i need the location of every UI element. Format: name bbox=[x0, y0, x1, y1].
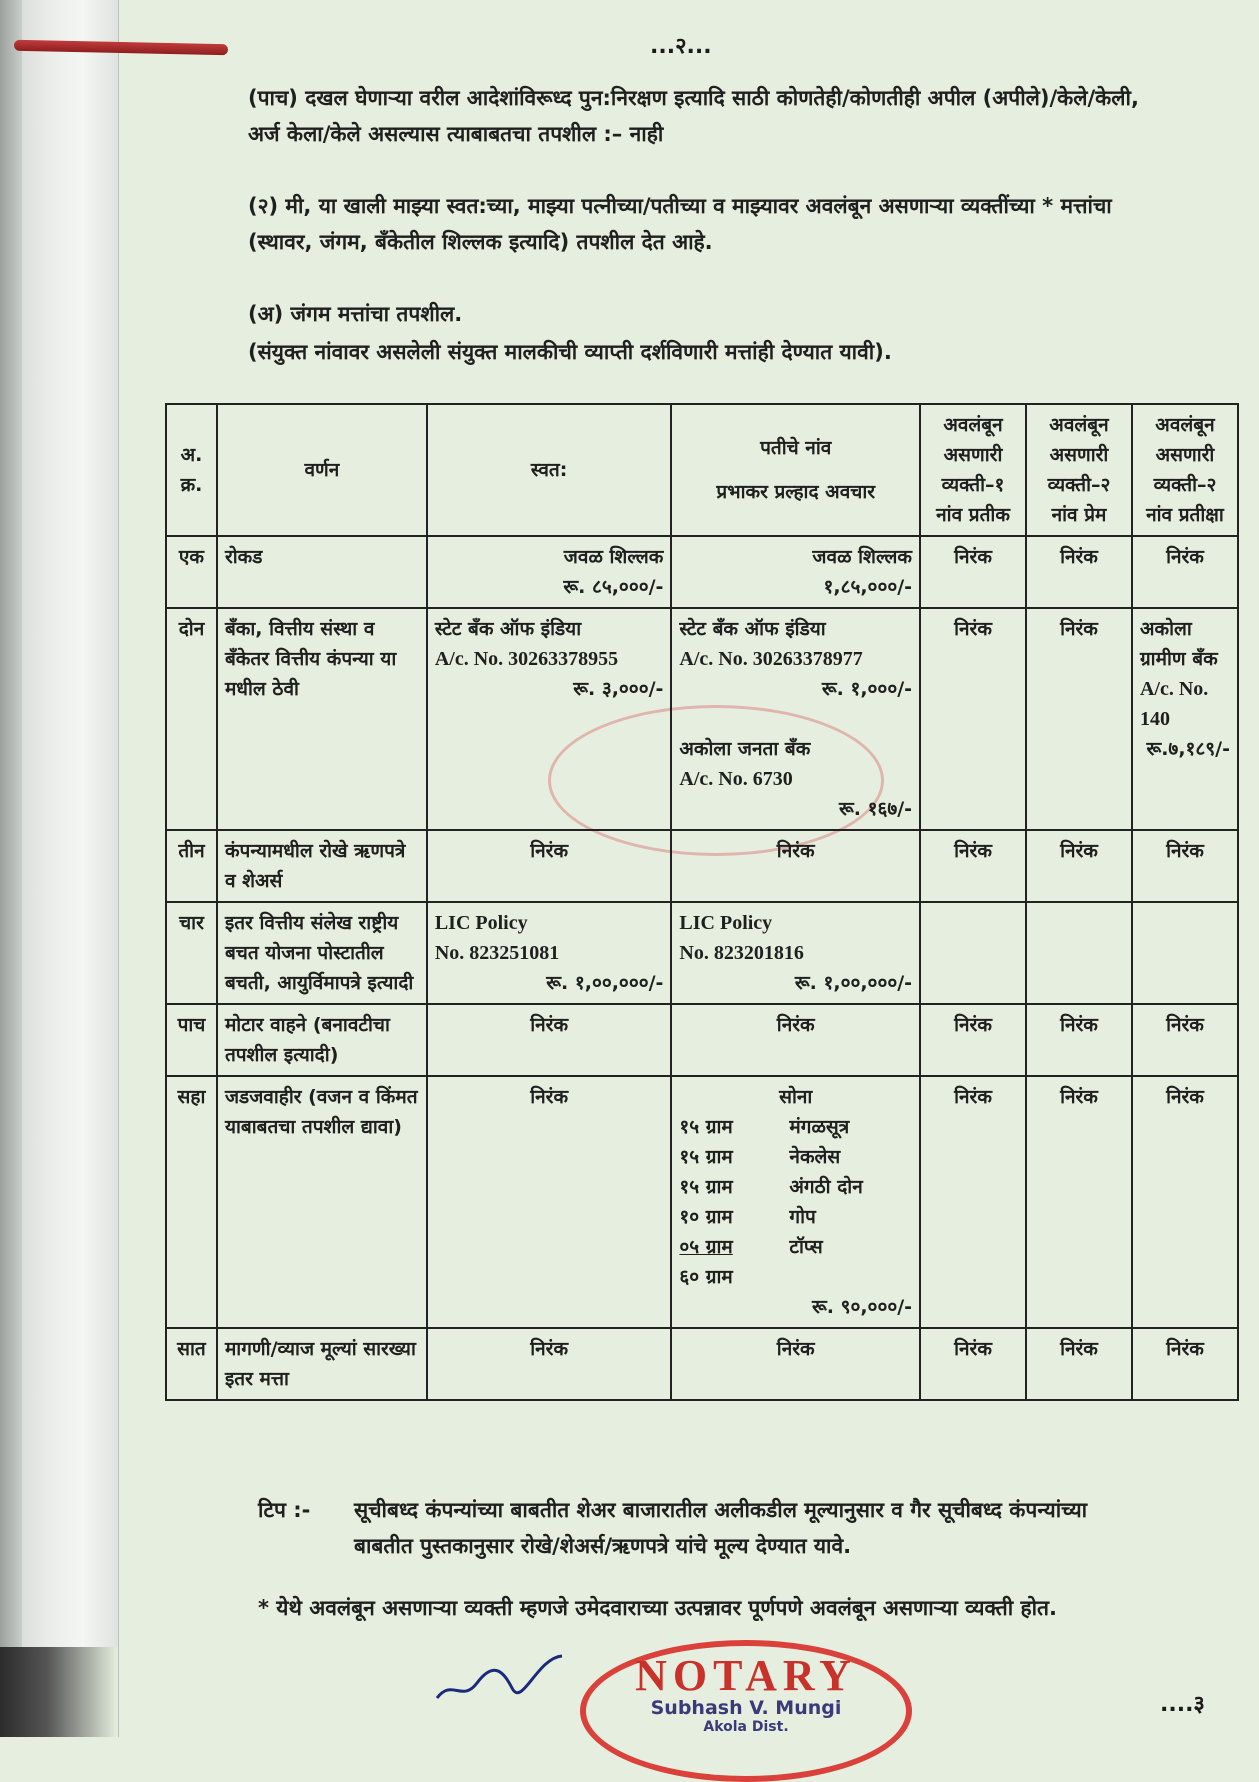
row-dependent-2: निरंक bbox=[1026, 1076, 1132, 1328]
row-description: जडजवाहीर (वजन व किंमत याबाबतचा तपशील द्यावा) bbox=[217, 1076, 427, 1328]
tip-note bbox=[258, 1492, 1148, 1564]
header-self: स्वत: bbox=[427, 404, 672, 536]
gold-item-qty: १५ ग्राम bbox=[679, 1176, 733, 1198]
movable-assets-table bbox=[165, 403, 1239, 1401]
spouse-policy-amount: रू. १,००,०००/- bbox=[794, 972, 913, 994]
row-dependent-2: निरंक bbox=[1026, 536, 1132, 608]
gold-item-name: टॉप्स bbox=[789, 1236, 823, 1258]
tip-text: सूचीबध्द कंपन्यांच्या बाबतीत शेअर बाजारातील अलीकडील मूल्यानुसार व गैर सूचीबध्द कंपन्यांच्या बाबतीत पुस्तकानुसार रोखे/शेअर्स/ऋणपत्रे यांचे मूल्य देण्यात यावे. bbox=[354, 1498, 1088, 1558]
section-5-paragraph bbox=[248, 80, 1148, 152]
row-spouse-value: निरंक bbox=[671, 830, 920, 902]
notary-stamp bbox=[580, 1640, 912, 1782]
table-row bbox=[166, 608, 1238, 830]
row-dependent-2: निरंक bbox=[1026, 1328, 1132, 1400]
page-number-top: ...२... bbox=[650, 34, 712, 59]
spouse-bank-2-account: A/c. No. 6730 bbox=[679, 768, 793, 790]
signature-mark bbox=[432, 1648, 572, 1708]
self-bank-account: A/c. No. 30263378955 bbox=[434, 648, 619, 670]
table-row bbox=[166, 902, 1238, 1004]
row-dependent-3: निरंक bbox=[1132, 536, 1238, 608]
row-dependent-1: निरंक bbox=[920, 1004, 1026, 1076]
gold-item bbox=[679, 1172, 912, 1202]
row-serial: दोन bbox=[166, 608, 217, 830]
spouse-cash-label: जवळ शिल्लक bbox=[812, 546, 913, 568]
spouse-cash-amount: १,८५,०००/- bbox=[823, 576, 913, 598]
row-serial: चार bbox=[166, 902, 217, 1004]
row-dependent-3 bbox=[1132, 902, 1238, 1004]
section-a-heading: (अ) जंगम मत्तांचा तपशील. bbox=[248, 302, 463, 326]
row-self-value: निरंक bbox=[427, 1076, 672, 1328]
row-dependent-2 bbox=[1026, 902, 1132, 1004]
row-serial: तीन bbox=[166, 830, 217, 902]
binding-strip bbox=[0, 0, 119, 1737]
gold-item bbox=[679, 1202, 912, 1232]
row-self-value bbox=[427, 608, 672, 830]
row-description: कंपन्यामधील रोखे ऋणपत्रे व शेअर्स bbox=[217, 830, 427, 902]
row-spouse-value bbox=[671, 1076, 920, 1328]
binding-shadow bbox=[0, 1647, 118, 1737]
table-row bbox=[166, 1004, 1238, 1076]
header-dependent-2: अवलंबून असणारी व्यक्ती–२ नांव प्रेम bbox=[1026, 404, 1132, 536]
header-dependent-3: अवलंबून असणारी व्यक्ती–२ नांव प्रतीक्षा bbox=[1132, 404, 1238, 536]
self-policy-number: No. 823251081 bbox=[434, 942, 560, 964]
row-dependent-3 bbox=[1132, 608, 1238, 830]
gold-item-qty: १५ ग्राम bbox=[679, 1116, 733, 1138]
spouse-bank-2-amount: रू. १६७/- bbox=[838, 798, 913, 820]
row-serial: एक bbox=[166, 536, 217, 608]
header-spouse-name: प्रभाकर प्रल्हाद अवचार bbox=[716, 481, 876, 503]
tip-label: टिप :- bbox=[258, 1498, 311, 1522]
row-description: बँका, वित्तीय संस्था व बँकेतर वित्तीय कंपन्या या मधील ठेवी bbox=[217, 608, 427, 830]
row-self-value: निरंक bbox=[427, 1004, 672, 1076]
gold-item-qty: ०५ ग्राम bbox=[679, 1236, 733, 1258]
gold-item-qty: १५ ग्राम bbox=[679, 1146, 733, 1168]
row-dependent-3: निरंक bbox=[1132, 1328, 1238, 1400]
notary-place: Akola Dist. bbox=[703, 1719, 789, 1735]
row-dependent-1: निरंक bbox=[920, 608, 1026, 830]
row-spouse-value: निरंक bbox=[671, 1328, 920, 1400]
footnote: * येथे अवलंबून असणाऱ्या व्यक्ती म्हणजे उमेदवाराच्या उत्पन्नावर पूर्णपणे अवलंबून असणाऱ्या व्यक्ती होत. bbox=[258, 1596, 1057, 1620]
spouse-policy-label: LIC Policy bbox=[679, 912, 773, 934]
gold-item bbox=[679, 1112, 912, 1142]
header-serial: अ. क्र. bbox=[166, 404, 217, 536]
self-policy-amount: रू. १,००,०००/- bbox=[546, 972, 664, 994]
row-spouse-value bbox=[671, 536, 920, 608]
row-self-value: निरंक bbox=[427, 830, 672, 902]
self-bank-name: स्टेट बँक ऑफ इंडिया bbox=[434, 618, 582, 640]
row-description: मोटार वाहने (बनावटीचा तपशील इत्यादी) bbox=[217, 1004, 427, 1076]
row-description: मागणी/व्याज मूल्यां सारख्या इतर मत्ता bbox=[217, 1328, 427, 1400]
row-dependent-2: निरंक bbox=[1026, 830, 1132, 902]
dependent-3-bank-name: अकोला ग्रामीण बँक bbox=[1139, 618, 1218, 670]
gold-item-name: अंगठी दोन bbox=[789, 1176, 863, 1198]
table-row bbox=[166, 1328, 1238, 1400]
row-dependent-1: निरंक bbox=[920, 1076, 1026, 1328]
table-row bbox=[166, 1076, 1238, 1328]
gold-title: सोना bbox=[779, 1086, 813, 1108]
spouse-bank-2-name: अकोला जनता बँक bbox=[679, 738, 811, 760]
row-dependent-1: निरंक bbox=[920, 830, 1026, 902]
header-description: वर्णन bbox=[217, 404, 427, 536]
section-2-paragraph: (२) मी, या खाली माझ्या स्वत:च्या, माझ्या पत्नीच्या/पतीच्या व माझ्यावर अवलंबून असणाऱ्या व्यक्तींच्या * मत्तांचा (स्थावर, जंगम, बँकेतील शिल्लक इत्यादि) तपशील देत आहे. bbox=[248, 194, 1112, 254]
spouse-policy-number: No. 823201816 bbox=[679, 942, 804, 964]
row-description: रोकड bbox=[217, 536, 427, 608]
self-policy-label: LIC Policy bbox=[434, 912, 528, 934]
section-5-text: (पाच) दखल घेणाऱ्या वरील आदेशांविरूध्द पुन:निरक्षण इत्यादि साठी कोणतेही/कोणतीही अपील (अपीले)/केले/केली, अर्ज केला/केले असल्यास त्याबाबतचा तपशील :– bbox=[248, 86, 1139, 146]
binding-edge bbox=[0, 0, 22, 1737]
row-dependent-2: निरंक bbox=[1026, 1004, 1132, 1076]
section-5-answer: नाही bbox=[629, 122, 664, 146]
spouse-bank-1-name: स्टेट बँक ऑफ इंडिया bbox=[679, 618, 826, 640]
gold-item-name: गोप bbox=[789, 1206, 816, 1228]
table-header-row bbox=[166, 404, 1238, 536]
row-serial: सहा bbox=[166, 1076, 217, 1328]
row-self-value bbox=[427, 536, 672, 608]
notary-name: Subhash V. Mungi bbox=[650, 1697, 842, 1719]
notary-title: NOTARY bbox=[635, 1651, 857, 1700]
gold-item bbox=[679, 1142, 912, 1172]
row-serial: सात bbox=[166, 1328, 217, 1400]
section-a-note: (संयुक्त नांवावर असलेली संयुक्त मालकीची व्याप्ती दर्शविणारी मत्तांही देण्यात यावी). bbox=[248, 340, 892, 364]
row-self-value: निरंक bbox=[427, 1328, 672, 1400]
row-dependent-3: निरंक bbox=[1132, 1004, 1238, 1076]
row-dependent-3: निरंक bbox=[1132, 830, 1238, 902]
row-dependent-3: निरंक bbox=[1132, 1076, 1238, 1328]
gold-item-name: मंगळसूत्र bbox=[789, 1116, 850, 1138]
self-bank-amount: रू. ३,०००/- bbox=[573, 678, 664, 700]
gold-total-amount: रू. ९०,०००/- bbox=[811, 1296, 913, 1318]
row-dependent-2: निरंक bbox=[1026, 608, 1132, 830]
gold-item-name: नेकलेस bbox=[789, 1146, 841, 1168]
row-dependent-1: निरंक bbox=[920, 536, 1026, 608]
header-spouse bbox=[671, 404, 920, 536]
row-serial: पाच bbox=[166, 1004, 217, 1076]
dependent-3-bank-amount: रू.७,१८९/- bbox=[1146, 738, 1230, 760]
header-dependent-1: अवलंबून असणारी व्यक्ती–१ नांव प्रतीक bbox=[920, 404, 1026, 536]
gold-total-qty: ६० ग्राम bbox=[679, 1266, 733, 1288]
self-cash-amount: रू. ८५,०००/- bbox=[563, 576, 664, 598]
self-cash-label: जवळ शिल्लक bbox=[563, 546, 664, 568]
row-dependent-1: निरंक bbox=[920, 1328, 1026, 1400]
gold-item-qty: १० ग्राम bbox=[679, 1206, 733, 1228]
spouse-bank-1-amount: रू. १,०००/- bbox=[821, 678, 913, 700]
row-description: इतर वित्तीय संलेख राष्ट्रीय बचत योजना पोस्टातील बचती, आयुर्विमापत्रे इत्यादी bbox=[217, 902, 427, 1004]
spouse-bank-1-account: A/c. No. 30263378977 bbox=[679, 648, 863, 670]
row-spouse-value: निरंक bbox=[671, 1004, 920, 1076]
dependent-3-bank-account: A/c. No. 140 bbox=[1139, 678, 1209, 730]
row-spouse-value bbox=[671, 608, 920, 830]
page-number-bottom: ....३ bbox=[1160, 1692, 1205, 1717]
row-spouse-value bbox=[671, 902, 920, 1004]
row-self-value bbox=[427, 902, 672, 1004]
table-row bbox=[166, 830, 1238, 902]
table-row bbox=[166, 536, 1238, 608]
gold-item bbox=[679, 1232, 912, 1262]
header-spouse-label: पतीचे नांव bbox=[760, 437, 832, 459]
row-dependent-1 bbox=[920, 902, 1026, 1004]
